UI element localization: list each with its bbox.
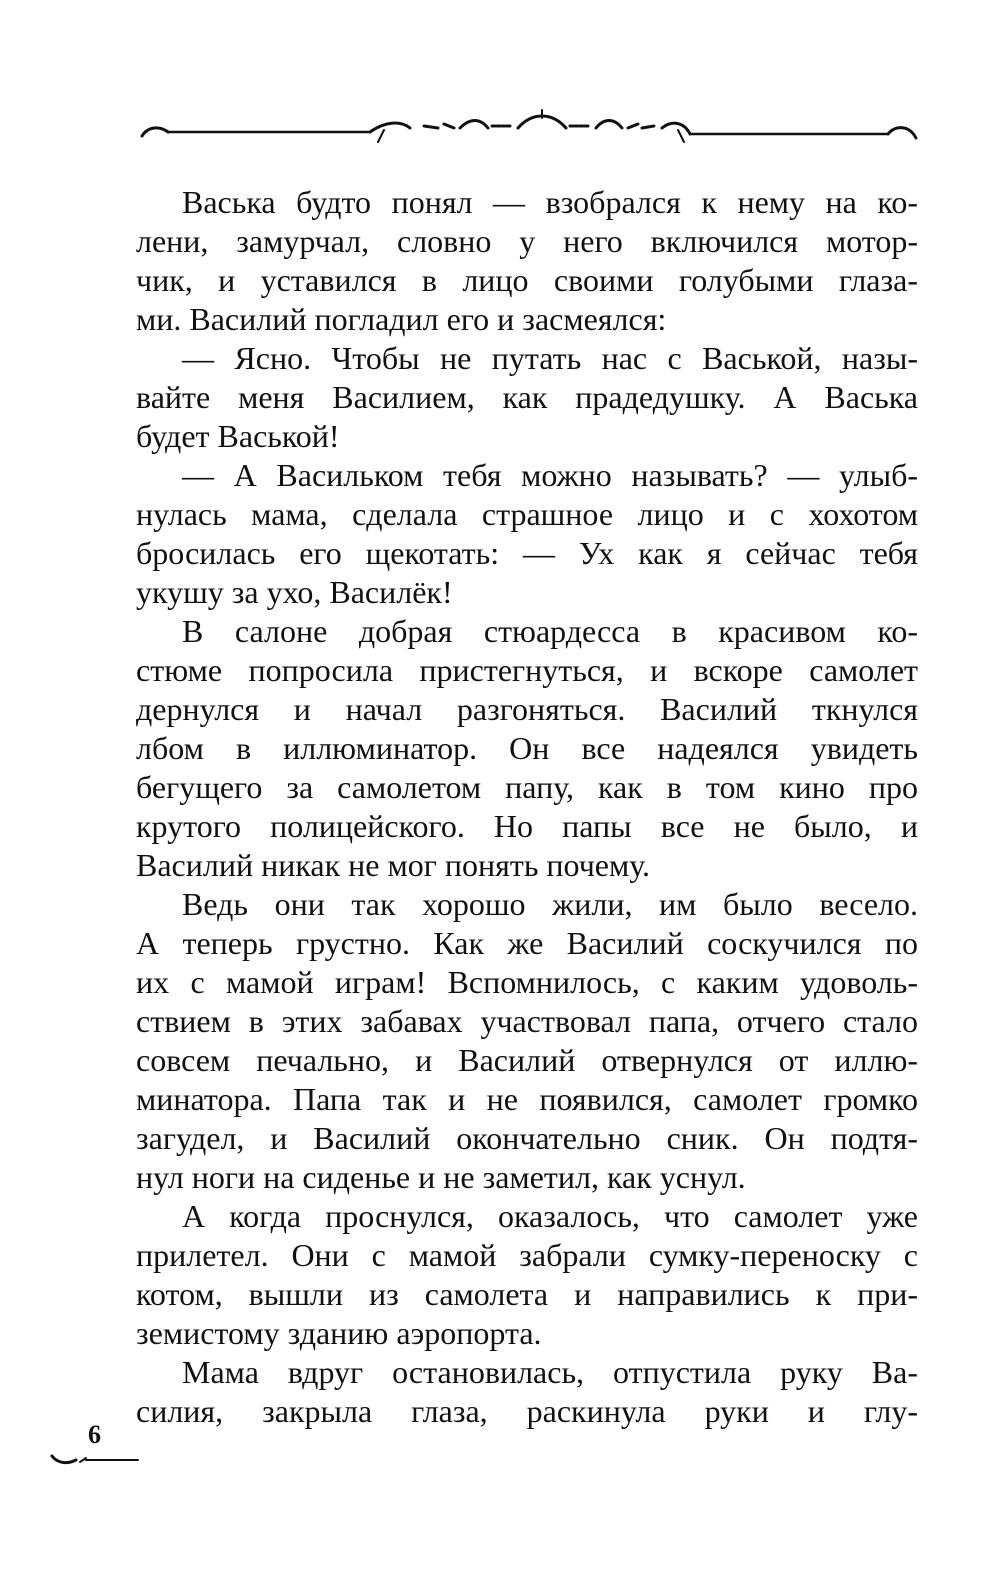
text-line: силия, закрыла глаза, раскинула руки и глу- <box>136 1393 918 1429</box>
text-line: Ведь они так хорошо жили, им было весело. <box>182 886 918 922</box>
text-line: — Ясно. Чтобы не путать нас с Васькой, назы- <box>182 340 918 376</box>
text-line: минатора. Папа так и не появился, самолет громко <box>136 1081 918 1117</box>
text-line: Васька будто понял — взобрался к нему на ко- <box>182 184 918 220</box>
text-line: их с мамой играм! Вспомнилось, с каким удоволь- <box>136 964 918 1000</box>
text-line: земистому зданию аэропорта. <box>136 1315 542 1351</box>
text-line: дернулся и начал разгоняться. Василий ткнулся <box>136 691 918 727</box>
text-line: бегущего за самолетом папу, как в том кино про <box>136 769 918 805</box>
text-line: — А Васильком тебя можно называть? — улыб- <box>182 457 918 493</box>
header-ornament-icon <box>138 104 920 148</box>
text-line: стюме попросила пристегнуться, и вскоре самолет <box>136 652 918 688</box>
page-number: 6 <box>88 1420 101 1449</box>
text-line: вайте меня Василием, как прадедушку. А Васька <box>136 379 918 415</box>
text-line: котом, вышли из самолета и направились к при- <box>136 1276 918 1312</box>
text-line: загудел, и Василий окончательно сник. Он подтя- <box>136 1120 918 1156</box>
text-line: укушу за ухо, Василёк! <box>136 574 453 610</box>
text-line: крутого полицейского. Но папы все не было, и <box>136 808 918 844</box>
text-line: прилетел. Они с мамой забрали сумку-переноску с <box>136 1237 918 1273</box>
text-line: чик, и уставился в лицо своими голубыми глаза- <box>136 262 918 298</box>
body-text <box>136 183 918 1431</box>
footer-ornament-icon <box>50 1450 140 1470</box>
text-line: лени, замурчал, словно у него включился мотор- <box>136 223 918 259</box>
text-line: Мама вдруг остановилась, отпустила руку Ва- <box>182 1354 918 1390</box>
text-line: ствием в этих забавах участвовал папа, отчего стало <box>136 1003 918 1039</box>
text-line: нулась мама, сделала страшное лицо и с хохотом <box>136 496 918 532</box>
text-line: А когда проснулся, оказалось, что самолет уже <box>182 1198 918 1234</box>
text-line: совсем печально, и Василий отвернулся от иллю- <box>136 1042 918 1078</box>
text-line: будет Васькой! <box>136 418 340 454</box>
text-line: бросилась его щекотать: — Ух как я сейчас тебя <box>136 535 918 571</box>
text-line: В салоне добрая стюардесса в красивом ко- <box>182 613 918 649</box>
text-line: А теперь грустно. Как же Василий соскучился по <box>136 925 918 961</box>
text-line: нул ноги на сиденье и не заметил, как уснул. <box>136 1159 746 1195</box>
text-line: ми. Василий погладил его и засмеялся: <box>136 301 667 337</box>
text-line: лбом в иллюминатор. Он все надеялся увидеть <box>136 730 918 766</box>
text-line: Василий никак не мог понять почему. <box>136 847 651 883</box>
